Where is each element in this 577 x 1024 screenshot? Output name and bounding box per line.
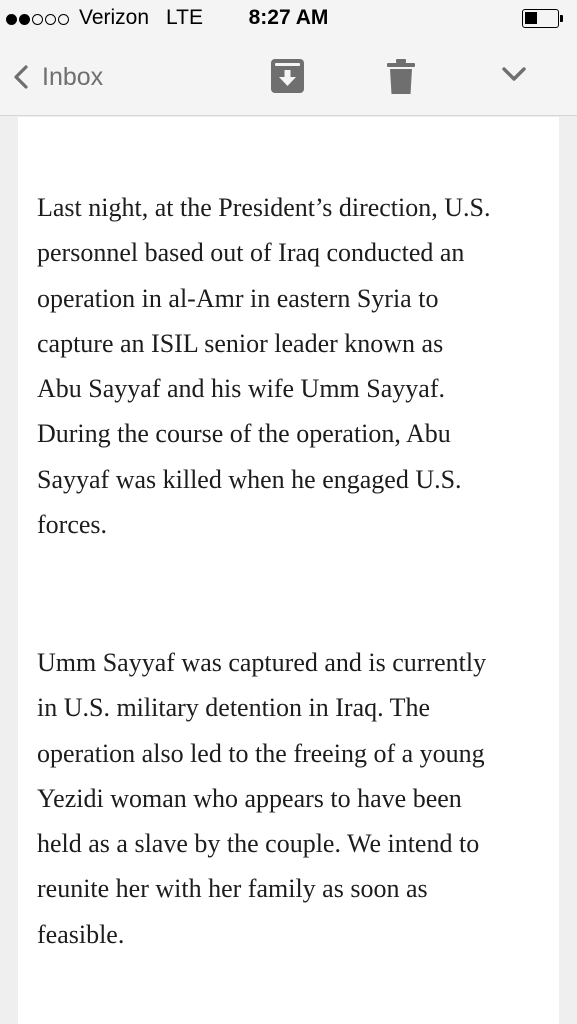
- archive-icon: [270, 58, 305, 94]
- carrier-name: Verizon: [79, 6, 150, 29]
- chevron-left-icon: [12, 64, 30, 90]
- status-time: 8:27 AM: [248, 6, 329, 29]
- message-toolbar: [0, 40, 577, 116]
- email-paragraph: Last night, at the President’s direction, U.S. personnel based out of Iraq conducted an operation in al-Amr in eastern Syria to capture an ISIL senior leader known as Abu Sayyaf and his wife Umm Sayyaf. During the course of the operation, Abu Sayyaf was killed when he engaged U.S. forces.: [37, 193, 491, 540]
- trash-button[interactable]: [386, 58, 416, 100]
- network-type: LTE: [166, 6, 203, 29]
- chevron-down-icon: [501, 66, 527, 84]
- status-bar: [0, 0, 577, 40]
- battery-icon: [522, 9, 563, 28]
- email-body: [18, 117, 559, 1024]
- back-button-label: Inbox: [42, 62, 104, 91]
- archive-button[interactable]: [270, 58, 305, 99]
- back-to-inbox-button[interactable]: [12, 60, 103, 94]
- more-actions-button[interactable]: [501, 66, 527, 89]
- trash-icon: [386, 58, 416, 95]
- email-paragraph: Umm Sayyaf was captured and is currently in U.S. military detention in Iraq. The operation also led to the freeing of a young Yezidi woman who appears to have been held as a slave by the couple. We intend to reunite her with her family as soon as feasible.: [37, 648, 487, 949]
